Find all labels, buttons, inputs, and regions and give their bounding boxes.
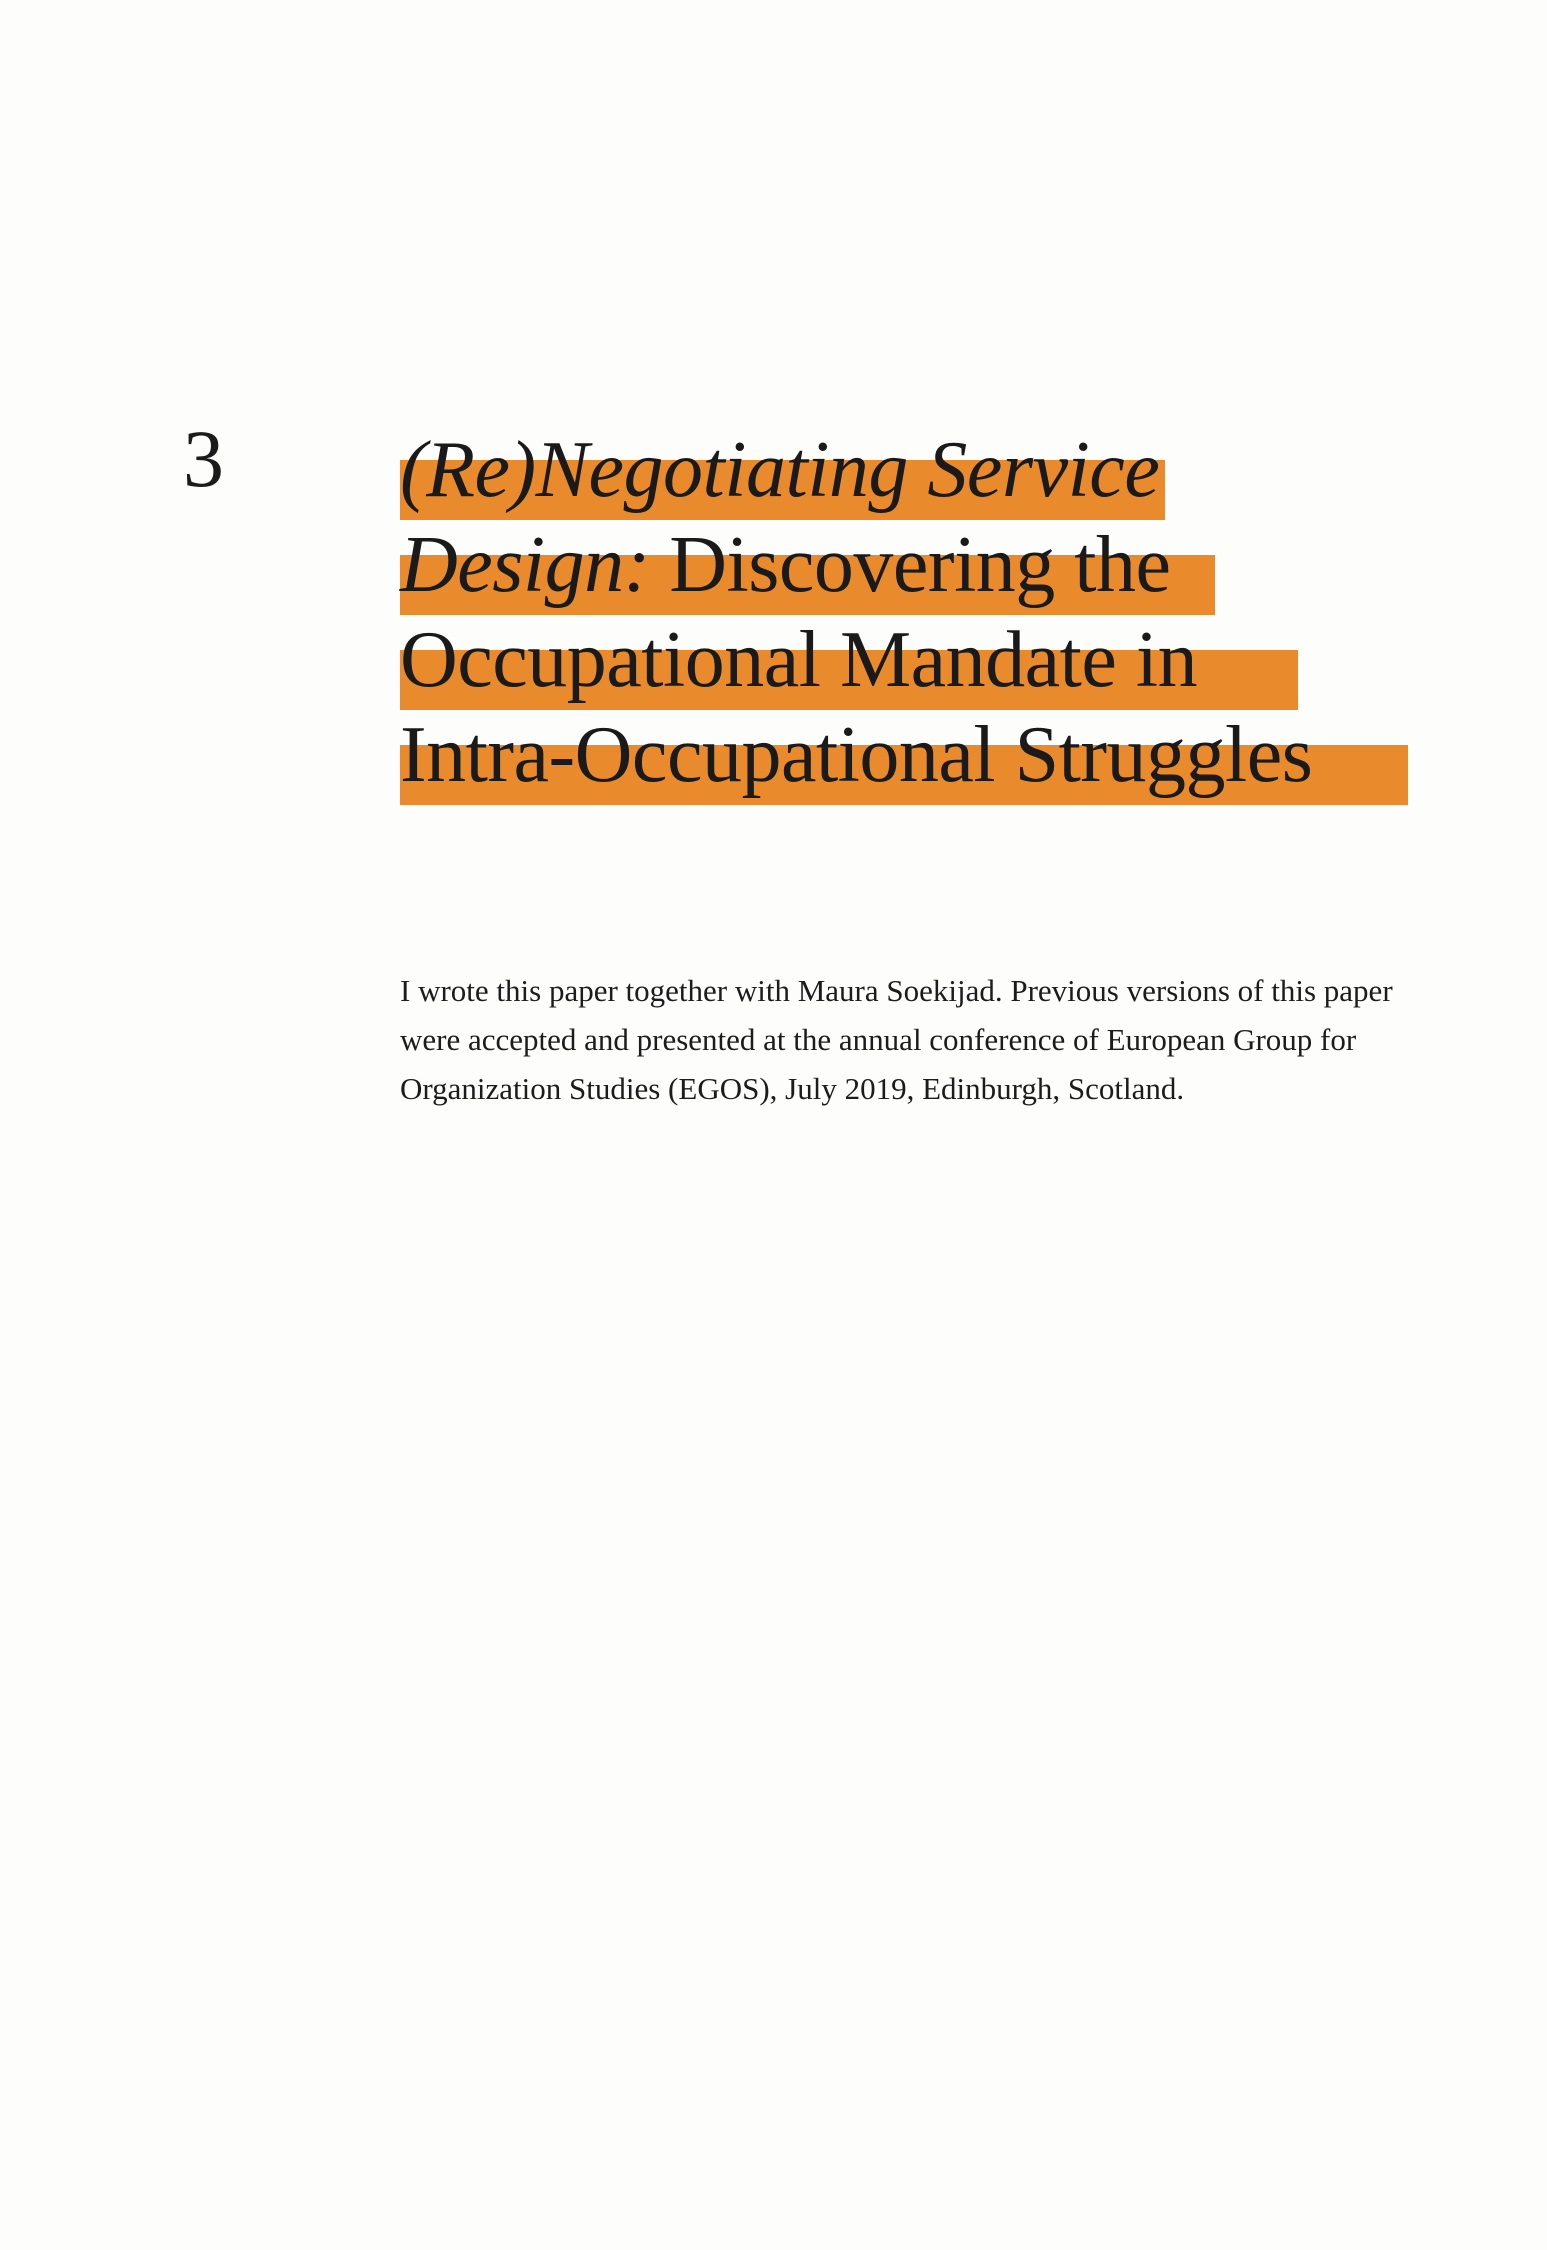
- title-line-4-roman: Intra-Occupational Struggles: [400, 711, 1313, 799]
- title-line-3: [400, 610, 1480, 705]
- title-line-2-italic: Design:: [400, 521, 650, 609]
- title-line-1: [400, 420, 1480, 515]
- authorship-note: I wrote this paper together with Maura Soekijad. Previous versions of this paper were accepted and presented at the annual conference of European Group for Organization Studies (EGOS), July 2019, Edinburgh, Scotland.: [400, 973, 1393, 1106]
- title-line-3-roman: Occupational Mandate in: [400, 616, 1198, 704]
- chapter-number: 3: [183, 413, 224, 504]
- title-line-4: [400, 705, 1480, 800]
- title-line-2: [400, 515, 1480, 610]
- chapter-title: [400, 420, 1480, 800]
- title-line-2-roman: Discovering the: [649, 521, 1171, 609]
- title-line-1-italic: (Re)Negotiating Service: [400, 426, 1160, 514]
